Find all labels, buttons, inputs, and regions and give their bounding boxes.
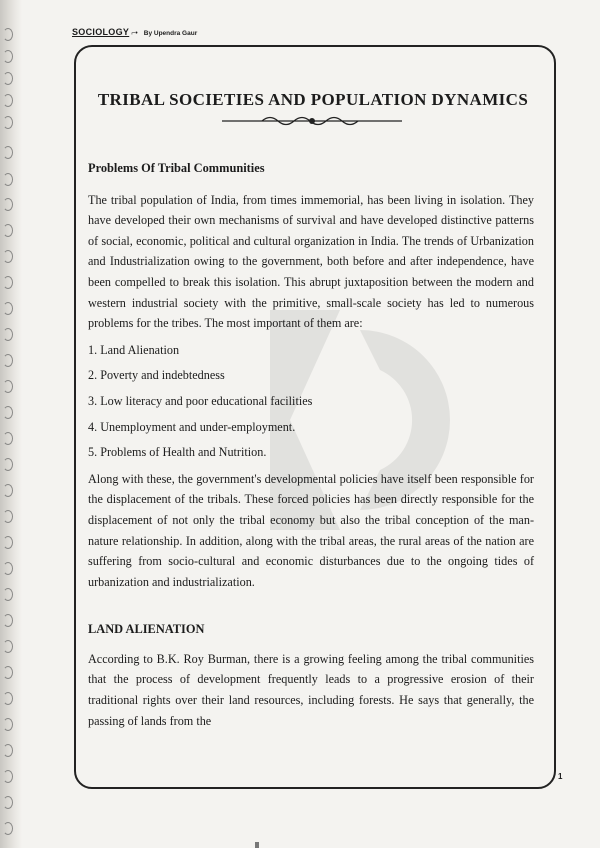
punch-hole: [3, 380, 13, 393]
punch-hole: [3, 432, 13, 445]
punch-hole: [3, 796, 13, 809]
punch-hole: [3, 406, 13, 419]
list-item: 5. Problems of Health and Nutrition.: [88, 445, 267, 460]
list-item: 4. Unemployment and under-employment.: [88, 419, 296, 434]
author-label: By Upendra Gaur: [143, 30, 198, 37]
intro-paragraph: The tribal population of India, from times immemorial, has been living in isolation. They have developed their own mechanisms of survival and have developed distinctive patterns of social, economic, political and cultural organization in India. The trends of Urbanization and Industrialization owing to the government, both before and after independence, have been compelled to break this isolation. This abrupt juxtaposition between the modern and western industrial society with the primitive, small-scale society has led to numerous problems for the tribes. The most important of them are:: [88, 192, 534, 331]
punch-hole: [3, 822, 13, 835]
section-heading: Problems Of Tribal Communities: [88, 161, 265, 175]
punch-hole: [3, 146, 13, 159]
punch-hole: [3, 770, 13, 783]
title-ornament-icon: [222, 114, 402, 128]
punch-hole: [3, 614, 13, 627]
land-alienation-paragraph: According to B.K. Roy Burman, there is a growing feeling among the tribal communities that the process of development frequently leads to a progressive erosion of their traditional rights over their land resources, including forests. He says that generally, the passing of lands from the: [88, 651, 534, 728]
page-header: [72, 27, 197, 37]
punch-hole: [3, 588, 13, 601]
problems-list: [88, 340, 534, 463]
punch-hole: [3, 562, 13, 575]
punch-hole: [3, 224, 13, 237]
punch-hole: [3, 302, 13, 315]
edge-mark: [255, 842, 259, 848]
punch-hole: [3, 250, 13, 263]
list-item: 1. Land Alienation: [88, 342, 180, 357]
closing-paragraph: Along with these, the government's developmental policies have itself been responsible for the displacement of the tribals. These forced policies has been directly responsible for the displacement of not only the tribal economy but also the tribal conception of the man-nature relationship. In addition, along with the tribal areas, the rural areas of the nation are suffering from socio-cultural and economic disturbances due to the ongoing tides of urbanization and industrialization.: [88, 471, 534, 589]
punch-hole: [3, 484, 13, 497]
punch-hole: [3, 116, 13, 129]
punch-hole: [3, 198, 13, 211]
punch-hole: [3, 276, 13, 289]
page-number: 1: [558, 772, 563, 781]
punch-hole: [3, 94, 13, 107]
punch-hole: [3, 640, 13, 653]
punch-hole: [3, 50, 13, 63]
punch-hole: [3, 354, 13, 367]
punch-hole: [3, 666, 13, 679]
section-heading: LAND ALIENATION: [88, 622, 205, 637]
list-item: 2. Poverty and indebtedness: [88, 368, 225, 383]
punch-hole: [3, 458, 13, 471]
page-body: [88, 158, 534, 731]
punch-hole: [3, 28, 13, 41]
punch-hole: [3, 718, 13, 731]
punch-hole: [3, 72, 13, 85]
punch-hole: [3, 328, 13, 341]
binding-strip: [0, 0, 22, 848]
page-title: TRIBAL SOCIETIES AND POPULATION DYNAMICS: [97, 90, 529, 109]
punch-hole: [3, 692, 13, 705]
punch-hole: [3, 536, 13, 549]
header-arrow-icon: ⌐•: [131, 30, 138, 37]
subject-label: SOCIOLOGY: [72, 27, 130, 37]
punch-hole: [3, 744, 13, 757]
list-item: 3. Low literacy and poor educational facilities: [88, 393, 313, 408]
punch-hole: [3, 510, 13, 523]
punch-hole: [3, 173, 13, 186]
